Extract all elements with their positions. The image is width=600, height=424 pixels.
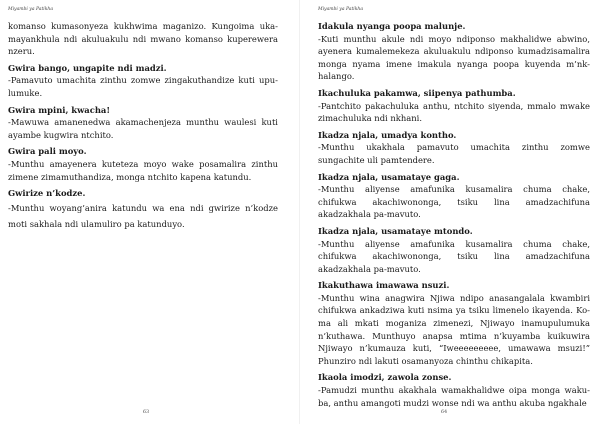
running-head: Miyambi ya Patikha [318, 7, 364, 12]
proverb-entry [318, 87, 590, 125]
page-body [8, 20, 278, 232]
proverb-entry [8, 187, 278, 232]
proverb-heading: Ikaola imodzi, zawola zonse. [318, 372, 452, 383]
proverb-explanation: -Kuti munthu akule ndi moyo ndiponso makhalidwe abwino, ayenera kumalemekeza akuluakulu ndiponso kumadzisamalira monga nyama imene imakula nyanga poopa kuyenda m’nk-halango. [318, 33, 590, 82]
proverb-heading: Ikadza njala, umadya kontho. [318, 129, 457, 140]
proverb-explanation: -Munthu ukakhala pamavuto umachita zinthu zomwe sungachite uli pamtendere. [318, 142, 590, 165]
proverb-explanation: -Munthu aliyense amafunika kusamalira chuma chake, chifukwa akachiwononga, tsiku lina amadzachifuna akadzakhala pa-mavuto. [318, 184, 590, 220]
proverb-heading: Gwira mpini, kwacha! [8, 104, 111, 115]
right-page [300, 0, 600, 424]
proverb-heading: Gwira bango, ungapite ndi madzi. [8, 62, 167, 73]
proverb-entry [318, 20, 590, 83]
proverb-entry [318, 279, 590, 367]
proverb-explanation: -Munthu wina anagwira Njiwa ndipo anasangalala kwambiri chifukwa ankadziwa kuti nsima ya tsiku limenelo ikayenda. Ko-ma ali mkati moganiza zimenezi, Njiwayo inamupulumuka n’kuthawa. Munthuyo anapsa mtima n’kuyamba kuikuwira Njiwayo n’kumauza kuti, “Iweeeeeeeee, umawawa msuzi!” Phunziro ndi lakuti osamanyoza chinthu chikapita. [318, 292, 590, 366]
proverb-entry [8, 104, 278, 142]
proverb-entry [8, 145, 278, 183]
proverb-heading: Ikadza njala, usamataye gaga. [318, 171, 460, 182]
page-body [318, 20, 590, 409]
proverb-entry [318, 129, 590, 167]
proverb-explanation: -Pamavuto umachita zinthu zomwe zingakuthandize kuti upu-lumuke. [8, 75, 278, 98]
proverb-heading: Ikachuluka pakamwa, siipenya pathumba. [318, 87, 516, 98]
proverb-entry [318, 171, 590, 221]
proverb-explanation: -Munthu amayenera kuteteza moyo wake posamalira zinthu zimene zimamuthandiza, monga ntchito kapena katundu. [8, 158, 278, 182]
proverb-heading: Idakula nyanga poopa malunje. [318, 21, 466, 31]
proverb-explanation: -Pamudzi munthu akakhala wamakhalidwe oipa monga waku-ba, anthu amangoti mudzi wonse ndi wa anthu akuba ngakhale [318, 385, 590, 408]
proverb-heading: Ikadza njala, usamataye mtondo. [318, 225, 473, 236]
running-head: Miyambi ya Patikha [8, 7, 54, 12]
proverb-heading: Gwira pali moyo. [8, 146, 87, 157]
proverb-explanation: -Munthu aliyense amafunika kusamalira chuma chake, chifukwa akachiwononga, tsiku lina amadzachifuna akadzakhala pa-mavuto. [318, 238, 590, 274]
proverb-explanation: -Munthu woyang’anira katundu wa ena ndi gwirize n’kodze moti sakhala ndi ulamuliro pa katunduyo. [8, 202, 278, 229]
proverb-entry [8, 62, 278, 100]
proverb-explanation: -Mawuwa amanenedwa akamachenjeza munthu waulesi kuti ayambe kugwira ntchito. [8, 117, 278, 140]
proverb-heading: Ikakuthawa imawawa nsuzi. [318, 280, 450, 291]
proverb-entry [318, 225, 590, 275]
page-number: 63 [142, 409, 150, 415]
continued-paragraph: komanso kumasonyeza kukhwima maganizo. Kungoima uka-mayankhula ndi akuluakulu ndi mwano komanso kuperewera nzeru. [8, 21, 278, 57]
proverb-explanation: -Pantchito pakachuluka anthu, ntchito siyenda, mmalo mwake zimachuluka ndi nkhani. [318, 100, 590, 124]
proverb-entry [318, 371, 590, 409]
proverb-heading: Gwirize n’kodze. [8, 188, 86, 199]
page-number: 64 [440, 409, 448, 415]
